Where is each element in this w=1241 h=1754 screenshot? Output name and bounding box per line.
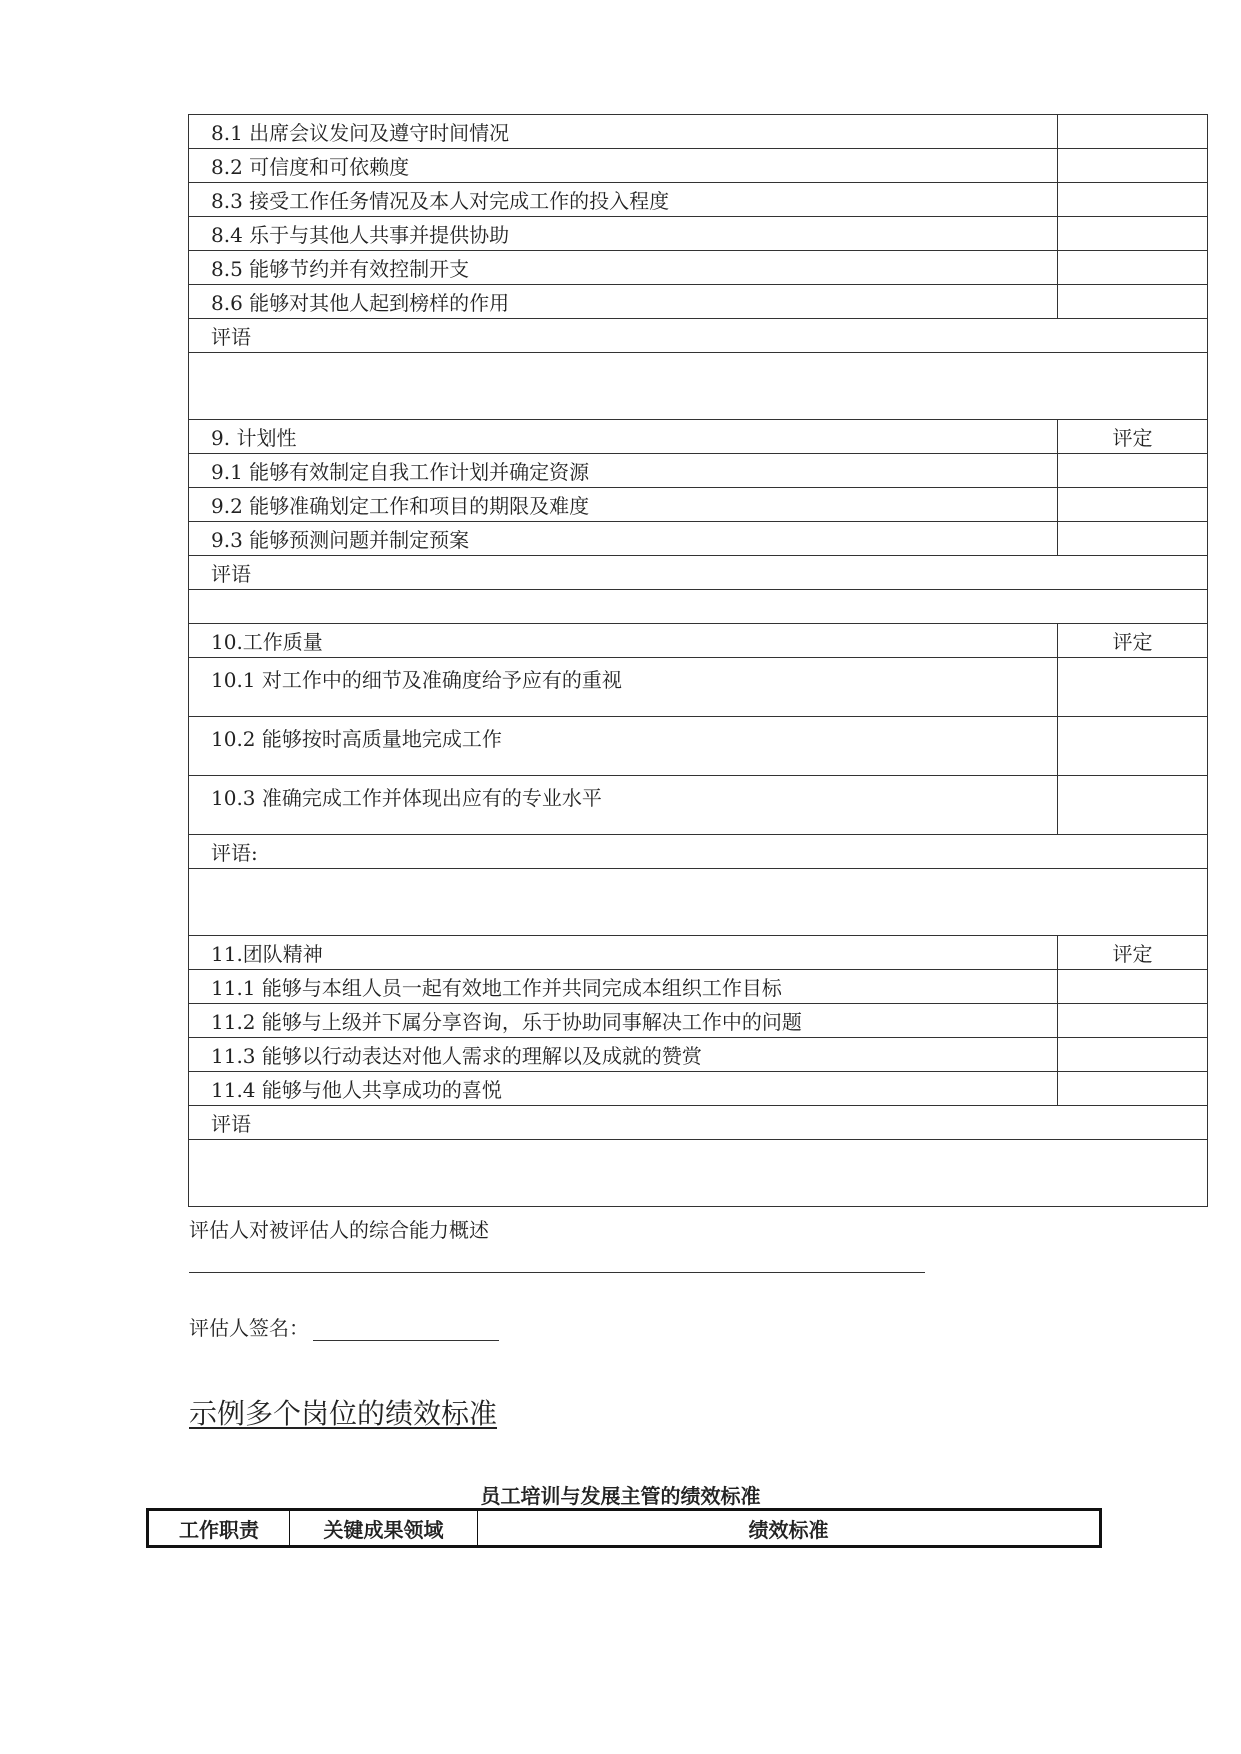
comment-area-9[interactable] xyxy=(189,590,1208,624)
table-row xyxy=(189,285,1208,319)
table-row xyxy=(189,835,1208,869)
table-row xyxy=(189,970,1208,1004)
comment-area-11[interactable] xyxy=(189,1140,1208,1207)
criterion-8-1: 8.1 出席会议发问及遵守时间情况 xyxy=(189,115,1058,149)
signature-row xyxy=(189,1312,499,1341)
section-title-10: 10.工作质量 xyxy=(189,624,1058,658)
rating-cell[interactable] xyxy=(1058,1038,1208,1072)
table-row xyxy=(189,590,1208,624)
rating-cell[interactable] xyxy=(1058,970,1208,1004)
rating-cell[interactable] xyxy=(1058,1072,1208,1106)
rating-cell[interactable] xyxy=(1058,488,1208,522)
table-row xyxy=(189,1106,1208,1140)
criterion-10-3: 10.3 准确完成工作并体现出应有的专业水平 xyxy=(189,776,1058,835)
comment-label-9: 评语 xyxy=(189,556,1208,590)
criterion-9-1: 9.1 能够有效制定自我工作计划并确定资源 xyxy=(189,454,1058,488)
criterion-9-2: 9.2 能够准确划定工作和项目的期限及难度 xyxy=(189,488,1058,522)
header-performance-standard: 绩效标准 xyxy=(478,1510,1101,1547)
signature-input-line[interactable] xyxy=(313,1340,499,1341)
rating-cell[interactable] xyxy=(1058,115,1208,149)
section-title-11: 11.团队精神 xyxy=(189,936,1058,970)
table-row xyxy=(189,217,1208,251)
criterion-8-2: 8.2 可信度和可依赖度 xyxy=(189,149,1058,183)
header-duty: 工作职责 xyxy=(148,1510,290,1547)
criterion-9-3: 9.3 能够预测问题并制定预案 xyxy=(189,522,1058,556)
table-row xyxy=(189,149,1208,183)
rating-header-11: 评定 xyxy=(1058,936,1208,970)
table-row xyxy=(189,488,1208,522)
rating-header-9: 评定 xyxy=(1058,420,1208,454)
criterion-10-2: 10.2 能够按时高质量地完成工作 xyxy=(189,717,1058,776)
comment-area-8[interactable] xyxy=(189,353,1208,420)
rating-cell[interactable] xyxy=(1058,454,1208,488)
rating-cell[interactable] xyxy=(1058,217,1208,251)
comment-label-10: 评语: xyxy=(189,835,1208,869)
rating-header-10: 评定 xyxy=(1058,624,1208,658)
rating-cell[interactable] xyxy=(1058,776,1208,835)
rating-cell[interactable] xyxy=(1058,717,1208,776)
table-row xyxy=(189,1038,1208,1072)
table-row xyxy=(189,869,1208,936)
table-row xyxy=(189,717,1208,776)
table-row xyxy=(189,251,1208,285)
criterion-11-3: 11.3 能够以行动表达对他人需求的理解以及成就的赞赏 xyxy=(189,1038,1058,1072)
table-row xyxy=(189,776,1208,835)
table-row xyxy=(189,319,1208,353)
table-row xyxy=(189,115,1208,149)
rating-cell[interactable] xyxy=(1058,285,1208,319)
rating-cell[interactable] xyxy=(1058,1004,1208,1038)
evaluation-table xyxy=(188,114,1208,1207)
header-key-result-area: 关键成果领域 xyxy=(290,1510,478,1547)
performance-standards-table xyxy=(146,1508,1102,1548)
rating-cell[interactable] xyxy=(1058,183,1208,217)
summary-input-line[interactable] xyxy=(189,1272,925,1273)
table-row xyxy=(189,658,1208,717)
rating-cell[interactable] xyxy=(1058,522,1208,556)
comment-label-11: 评语 xyxy=(189,1106,1208,1140)
criterion-8-6: 8.6 能够对其他人起到榜样的作用 xyxy=(189,285,1058,319)
section-heading: 示例多个岗位的绩效标准 xyxy=(189,1397,498,1430)
rating-cell[interactable] xyxy=(1058,658,1208,717)
table-row xyxy=(189,1072,1208,1106)
section-title-9: 9. 计划性 xyxy=(189,420,1058,454)
rating-cell[interactable] xyxy=(1058,251,1208,285)
table-row xyxy=(189,454,1208,488)
summary-label: 评估人对被评估人的综合能力概述 xyxy=(189,1218,489,1242)
signature-label: 评估人签名： xyxy=(189,1316,309,1340)
table-row xyxy=(189,624,1208,658)
criterion-11-1: 11.1 能够与本组人员一起有效地工作并共同完成本组织工作目标 xyxy=(189,970,1058,1004)
criterion-11-4: 11.4 能够与他人共享成功的喜悦 xyxy=(189,1072,1058,1106)
table-row xyxy=(189,556,1208,590)
criterion-8-5: 8.5 能够节约并有效控制开支 xyxy=(189,251,1058,285)
criterion-8-3: 8.3 接受工作任务情况及本人对完成工作的投入程度 xyxy=(189,183,1058,217)
rating-cell[interactable] xyxy=(1058,149,1208,183)
table-row xyxy=(189,353,1208,420)
table-caption: 员工培训与发展主管的绩效标准 xyxy=(480,1484,761,1508)
table-row xyxy=(189,936,1208,970)
table-row xyxy=(189,1004,1208,1038)
criterion-10-1: 10.1 对工作中的细节及准确度给予应有的重视 xyxy=(189,658,1058,717)
table-row xyxy=(189,420,1208,454)
comment-label-8: 评语 xyxy=(189,319,1208,353)
table-row xyxy=(189,1140,1208,1207)
criterion-8-4: 8.4 乐于与其他人共事并提供协助 xyxy=(189,217,1058,251)
table-row xyxy=(189,183,1208,217)
table-row xyxy=(189,522,1208,556)
table-header-row xyxy=(148,1510,1101,1547)
criterion-11-2: 11.2 能够与上级并下属分享咨询，乐于协助同事解决工作中的问题 xyxy=(189,1004,1058,1038)
comment-area-10[interactable] xyxy=(189,869,1208,936)
